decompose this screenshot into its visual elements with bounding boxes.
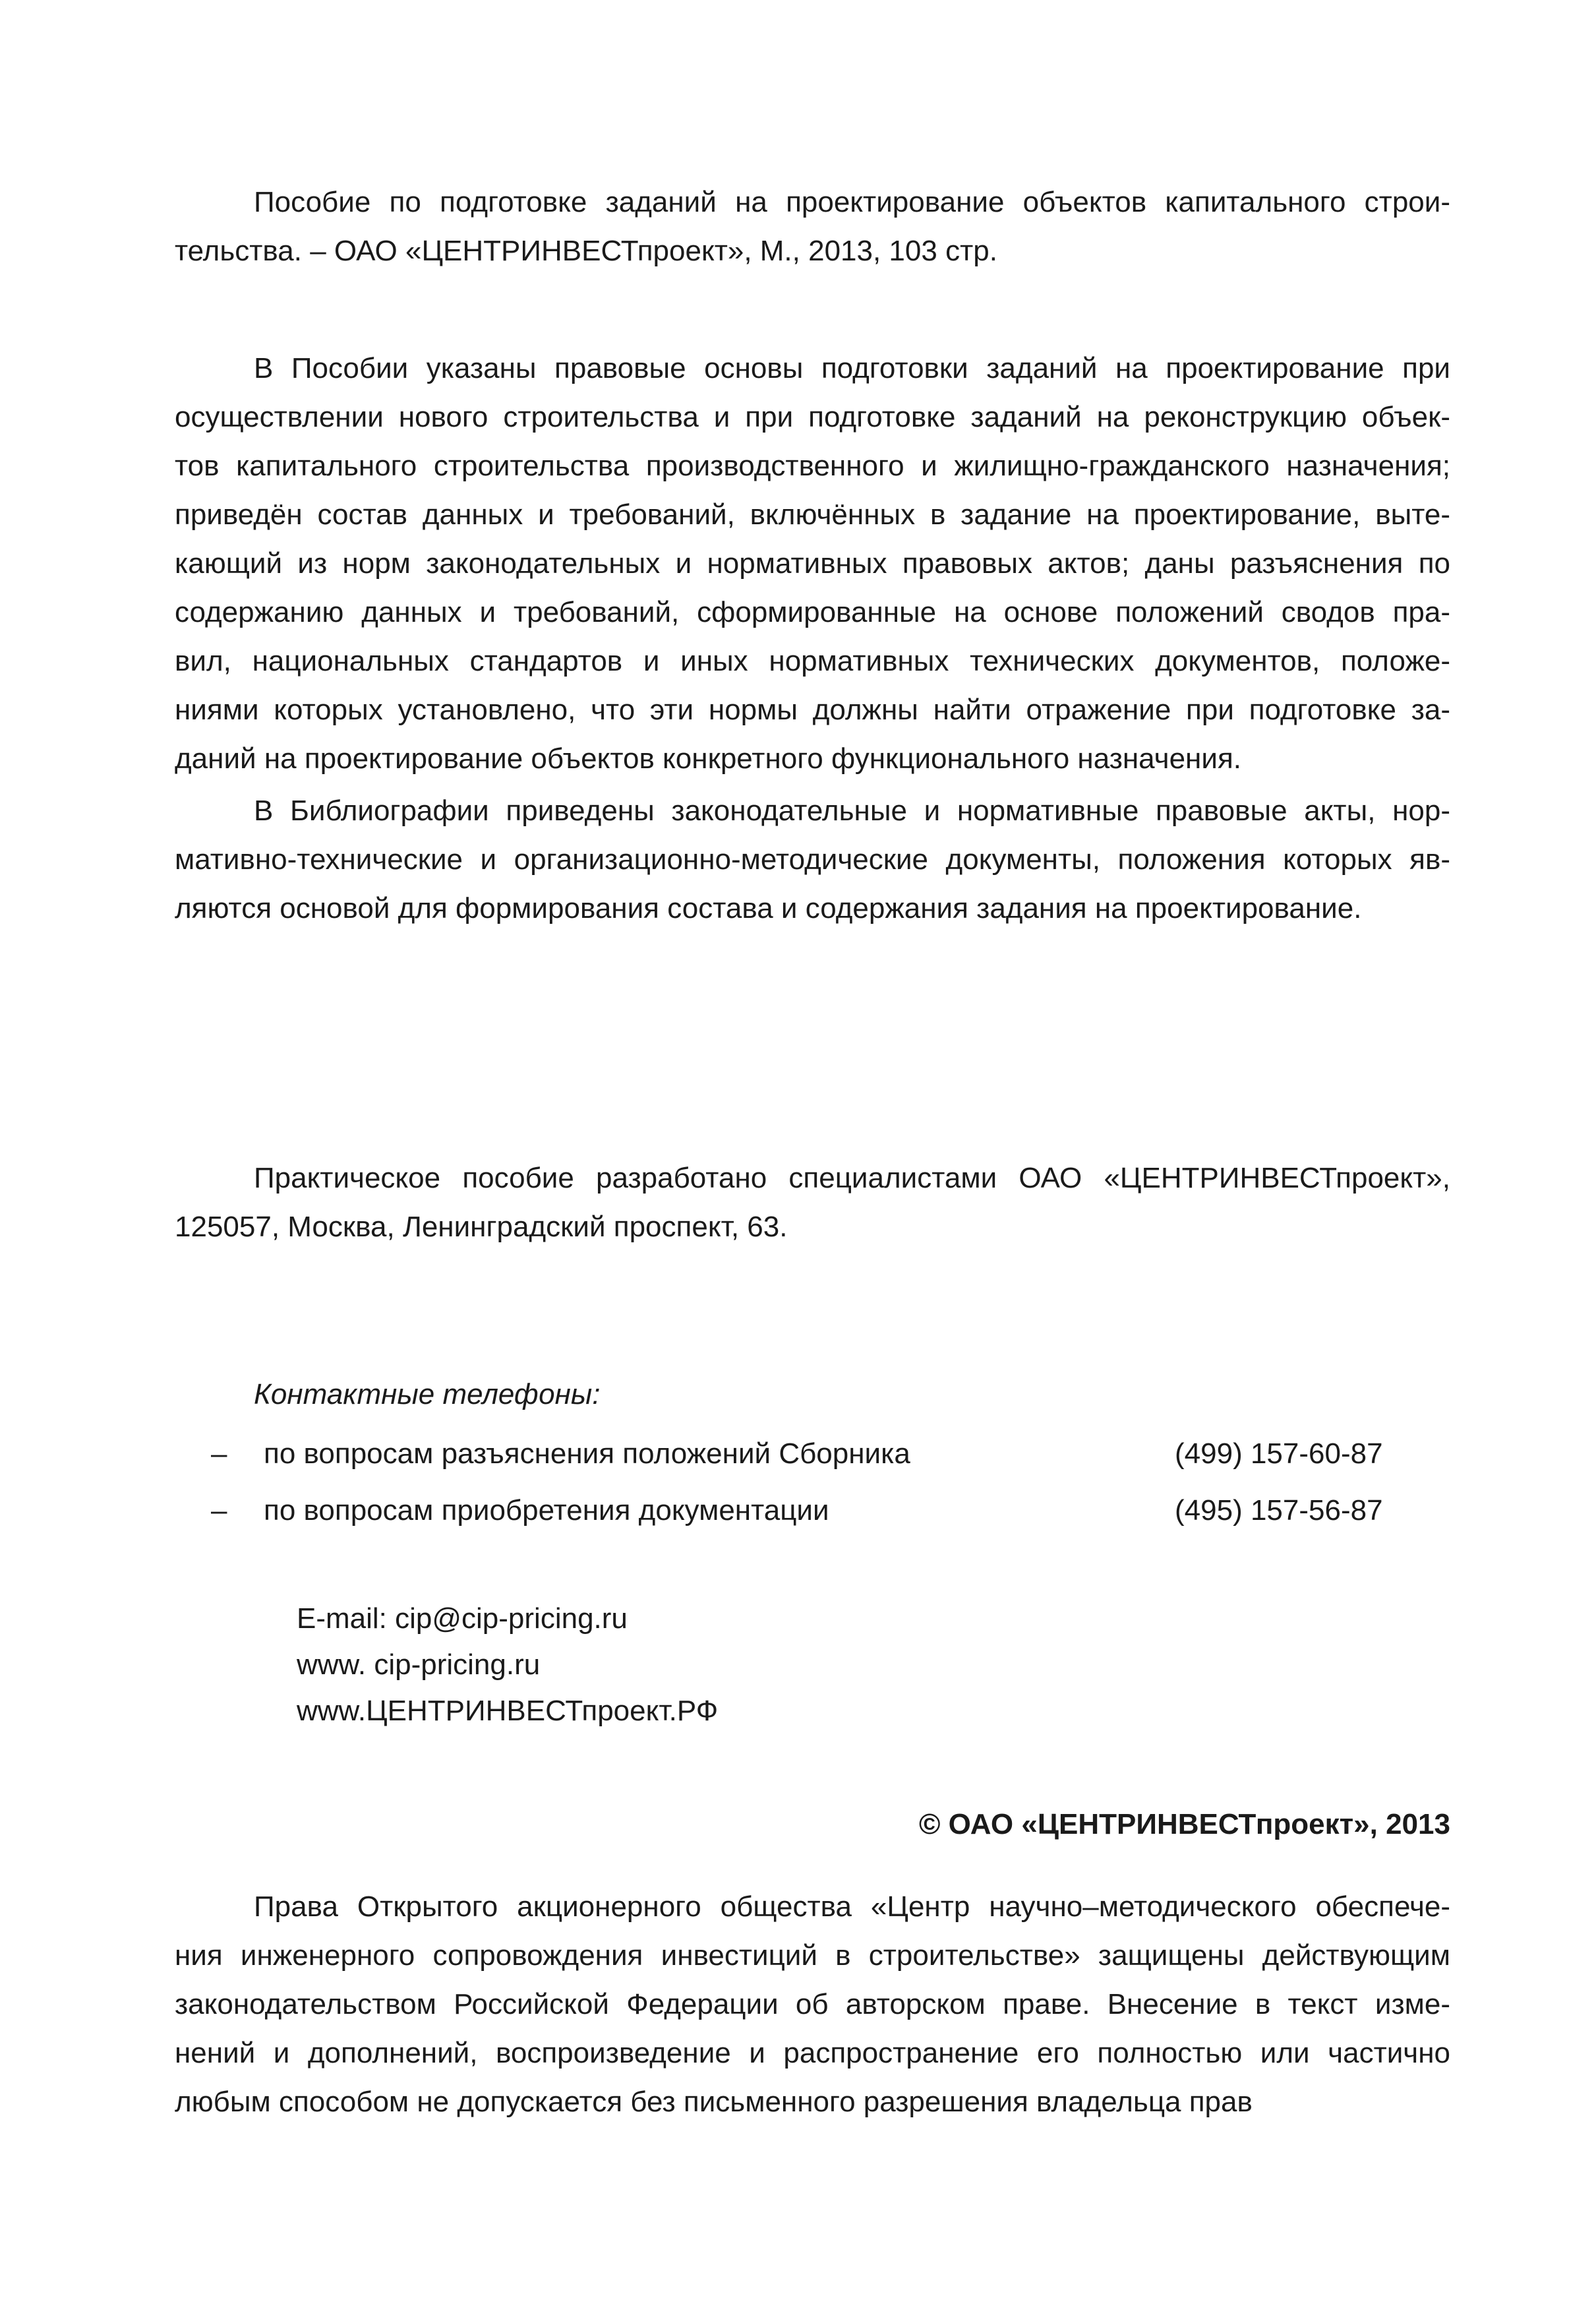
developer-line: Практическое пособие разработано специалистами ОАО «ЦЕНТРИНВЕСТпроект», (254, 1162, 1450, 1194)
contact-row (211, 1494, 1398, 1534)
website-link: www. cip-pricing.ru (297, 1648, 541, 1681)
abstract-paragraph (175, 178, 1450, 276)
contacts-title: Контактные телефоны: (254, 1378, 601, 1410)
website-rf-link: www.ЦЕНТРИНВЕСТпроект.РФ (297, 1695, 719, 1727)
description-line: вил, национальных стандартов и иных нормативных технических документов, положе- (175, 645, 1450, 677)
description-line: кающий из норм законодательных и нормативных правовых актов; даны разъяснения по (175, 547, 1450, 580)
contact-row (211, 1437, 1398, 1477)
rights-line: нений и дополнений, воспроизведение и распространение его полностью или частично (175, 2037, 1450, 2069)
rights-line: любым способом не допускается без письменного разрешения владельца прав (175, 2086, 1253, 2118)
rights-line: ния инженерного сопровождения инвестиций в строительстве» защищены действующим (175, 1939, 1450, 1972)
contact-dash: – (211, 1437, 227, 1470)
developer-line: 125057, Москва, Ленинградский проспект, 63. (175, 1211, 788, 1243)
contact-label: по вопросам разъяснения положений Сборника (264, 1437, 910, 1470)
bibliography-line: В Библиографии приведены законодательные и нормативные правовые акты, нор- (254, 795, 1450, 827)
description-line: В Пособии указаны правовые основы подготовки заданий на проектирование при (254, 352, 1450, 384)
description-paragraph (175, 344, 1450, 783)
abstract-line: тельства. – ОАО «ЦЕНТРИНВЕСТпроект», М., 2013, 103 стр. (175, 235, 997, 267)
rights-line: законодательством Российской Федерации об авторском праве. Внесение в текст изме- (175, 1988, 1450, 2020)
contact-phone: (499) 157-60-87 (1175, 1437, 1383, 1470)
description-line: содержанию данных и требований, сформированные на основе положений сводов пра- (175, 596, 1450, 628)
bibliography-paragraph (175, 787, 1450, 933)
email-address: E-mail: cip@cip-pricing.ru (297, 1602, 628, 1635)
rights-line: Права Открытого акционерного общества «Центр научно–методического обеспече- (254, 1890, 1450, 1923)
developer-paragraph (175, 1154, 1450, 1252)
description-line: даний на проектирование объектов конкретного функционального назначения. (175, 742, 1241, 775)
contact-label: по вопросам приобретения документации (264, 1494, 829, 1527)
description-line: осуществлении нового строительства и при подготовке заданий на реконструкцию объек- (175, 401, 1450, 433)
bibliography-line: мативно-технические и организационно-методические документы, положения которых яв- (175, 843, 1450, 876)
copyright-line: © ОАО «ЦЕНТРИНВЕСТпроект», 2013 (918, 1808, 1450, 1840)
description-line: тов капитального строительства производственного и жилищно-гражданского назначения; (175, 450, 1450, 482)
abstract-line: Пособие по подготовке заданий на проектирование объектов капитального строи- (254, 186, 1450, 218)
contact-phone: (495) 157-56-87 (1175, 1494, 1383, 1527)
rights-paragraph (175, 1883, 1450, 2127)
description-line: приведён состав данных и требований, включённых в задание на проектирование, выте- (175, 499, 1450, 531)
description-line: ниями которых установлено, что эти нормы должны найти отражение при подготовке за- (175, 694, 1450, 726)
contact-dash: – (211, 1494, 227, 1527)
bibliography-line: ляются основой для формирования состава и содержания задания на проектирование. (175, 892, 1362, 924)
